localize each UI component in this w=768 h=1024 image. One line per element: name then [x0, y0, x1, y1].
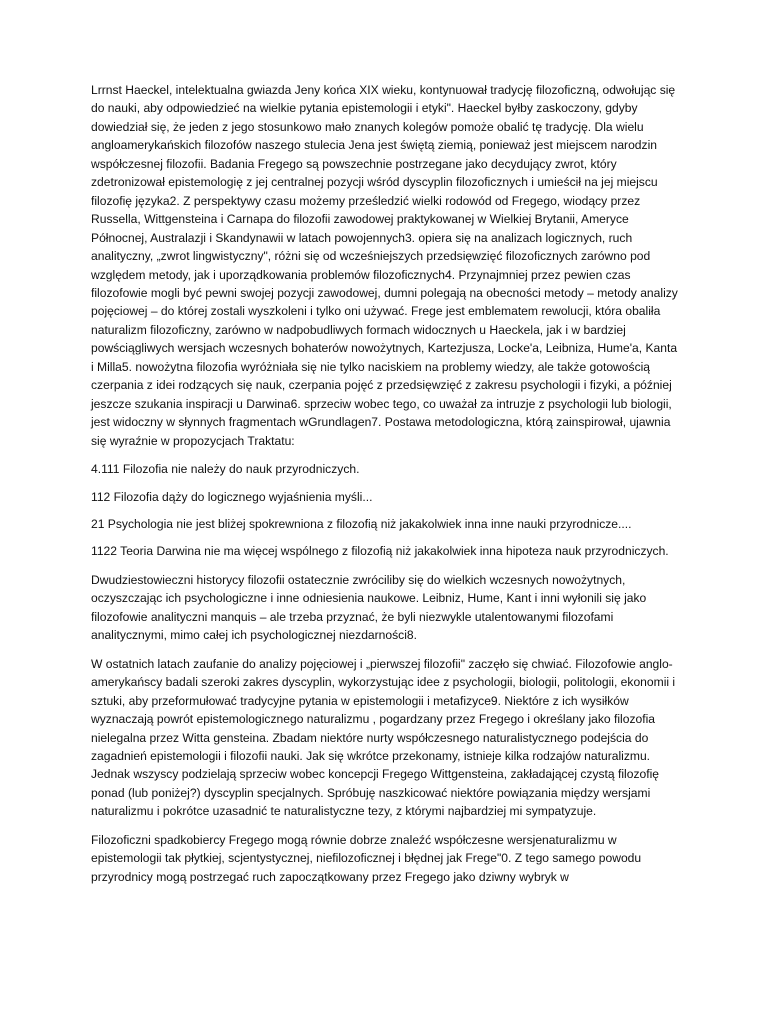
quote-tractatus-21: 21 Psychologia nie jest bliżej spokrewniona z filozofią niż jakakolwiek inna inne nauki przyrodnicze.... — [91, 516, 632, 531]
paragraph-haeckel-frege: Lrrnst Haeckel, intelektualna gwiazda Jeny końca XIX wieku, kontynuował tradycję filozoficzną, odwołując się do nauki, aby odpowiedzieć na wielkie pytania epistemologii i etyki". Haeckel byłby zaskoczony, gdyby dowiedział się, że jeden z jego stosunkowo mało znanych kolegów pomoże obalić tę tradycję. Dla wielu angloamerykańskich filozofów naszego stulecia Jena jest świętą ziemią, ponieważ jest miejscem narodzin współczesnej filozofii. Badania Fregego są powszechnie postrzegane jako decydujący zwrot, który zdetronizował epistemologię z jej centralnej pozycji wśród dyscyplin filozoficznych i umieścił na jej miejscu filozofię języka2. Z perspektywy czasu możemy prześledzić wielki rodowód od Fregego, wiodący przez Russella, Wittgensteina i Carnapa do filozofii zawodowej praktykowanej w Wielkiej Brytanii, Ameryce Północnej, Australazji i Skandynawii w latach powojennych3. opiera się na analizach logicznych, ruch analityczny, „zwrot lingwistyczny", różni się od wcześniejszych przedsięwzięć filozoficznych zarówno pod względem metody, jak i uporządkowania problemów filozoficznych4. Przynajmniej przez pewien czas filozofowie mogli być pewni swojej pozycji zawodowej, dumni polegają na obecności metody – metody analizy pojęciowej – do której zostali wyszkoleni i tylko oni używać. Frege jest emblematem rewolucji, która obaliła naturalizm filozoficzny, zarówno w nadpobudliwych formach widocznych u Haeckela, jak i w bardziej powściągliwych wersjach wczesnych bohaterów nowożytnych, Kartezjusza, Locke'a, Leibniza, Hume'a, Kanta i Milla5. nowożytna filozofia wyróżniała się nie tylko naciskiem na problemy wiedzy, ale także gotowością czerpania z idei rodzących się nauk, czerpania pojęć z przedsięwzięć z zakresu psychologii i fizyki, a później jeszcze szukania inspiracji u Darwina6. sprzeciw wobec tego, co uważał za intruzje z psychologii lub biologii, jest widoczny w słynnych fragmentach wGrundlagen7. Postawa metodologiczna, którą zainspirował, ujawnia się wyraźnie w propozycjach Traktatu: — [91, 83, 678, 448]
document-page — [91, 81, 681, 896]
paragraph-recent-years: W ostatnich latach zaufanie do analizy pojęciowej i „pierwszej filozofii" zaczęło się chwiać. Filozofowie anglo-amerykańscy badali szeroki zakres dyscyplin, wykorzystując idee z psychologii, biologii, politologii, ekonomii i sztuki, aby przeformułować tradycyjne pytania w epistemologii i metafizyce9. Niektóre z ich wysiłków wyznaczają powrót epistemologicznego naturalizmu , pogardzany przez Fregego i określany jako filozofia nielegalna przez Witta gensteina. Zbadam niektóre nurty współczesnego naturalistycznego podejścia do zagadnień epistemologii i filozofii nauki. Jak się wkrótce przekonamy, istnieje kilka rodzajów naturalizmu. Jednak wszyscy podzielają sprzeciw wobec koncepcji Fregego Wittgensteina, zakładającej czystą filozofię ponad (lub poniżej?) dyscyplin specjalnych. Spróbuję naszkicować niektóre powiązania między wersjami naturalizmu i pokrótce uzasadnić te naturalistyczne tezy, z którymi najbardziej mi sympatyzuje. — [91, 656, 676, 819]
quote-tractatus-4111: 4.111 Filozofia nie należy do nauk przyrodniczych. — [91, 462, 360, 477]
paragraph-heirs: Filozoficzni spadkobiercy Fregego mogą równie dobrze znaleźć współczesne wersjenaturalizmu w epistemologii tak płytkiej, scjentystycznej, niefilozoficznej i błędnej jak Frege"0. Z tego samego powodu przyrodnicy mogą postrzegać ruch zapoczątkowany przez Fregego jako dziwny wybryk w — [91, 832, 642, 884]
quote-tractatus-1122: 1122 Teoria Darwina nie ma więcej wspólnego z filozofią niż jakakolwiek inna hipoteza nauk przyrodniczych. — [91, 544, 669, 559]
paragraph-historians: Dwudziestowieczni historycy filozofii ostatecznie zwróciliby się do wielkich wczesnych nowożytnych, oczyszczając ich psychologiczne i inne odniesienia naukowe. Leibniz, Hume, Kant i inni wyłonili się jako filozofowie analityczni manquis – ale trzeba przyznać, że byli niezwykle utalentowanymi filozofami analitycznymi, mimo całej ich psychologicznej niezdarności8. — [91, 572, 647, 643]
quote-tractatus-112: 112 Filozofia dąży do logicznego wyjaśnienia myśli... — [91, 489, 373, 504]
